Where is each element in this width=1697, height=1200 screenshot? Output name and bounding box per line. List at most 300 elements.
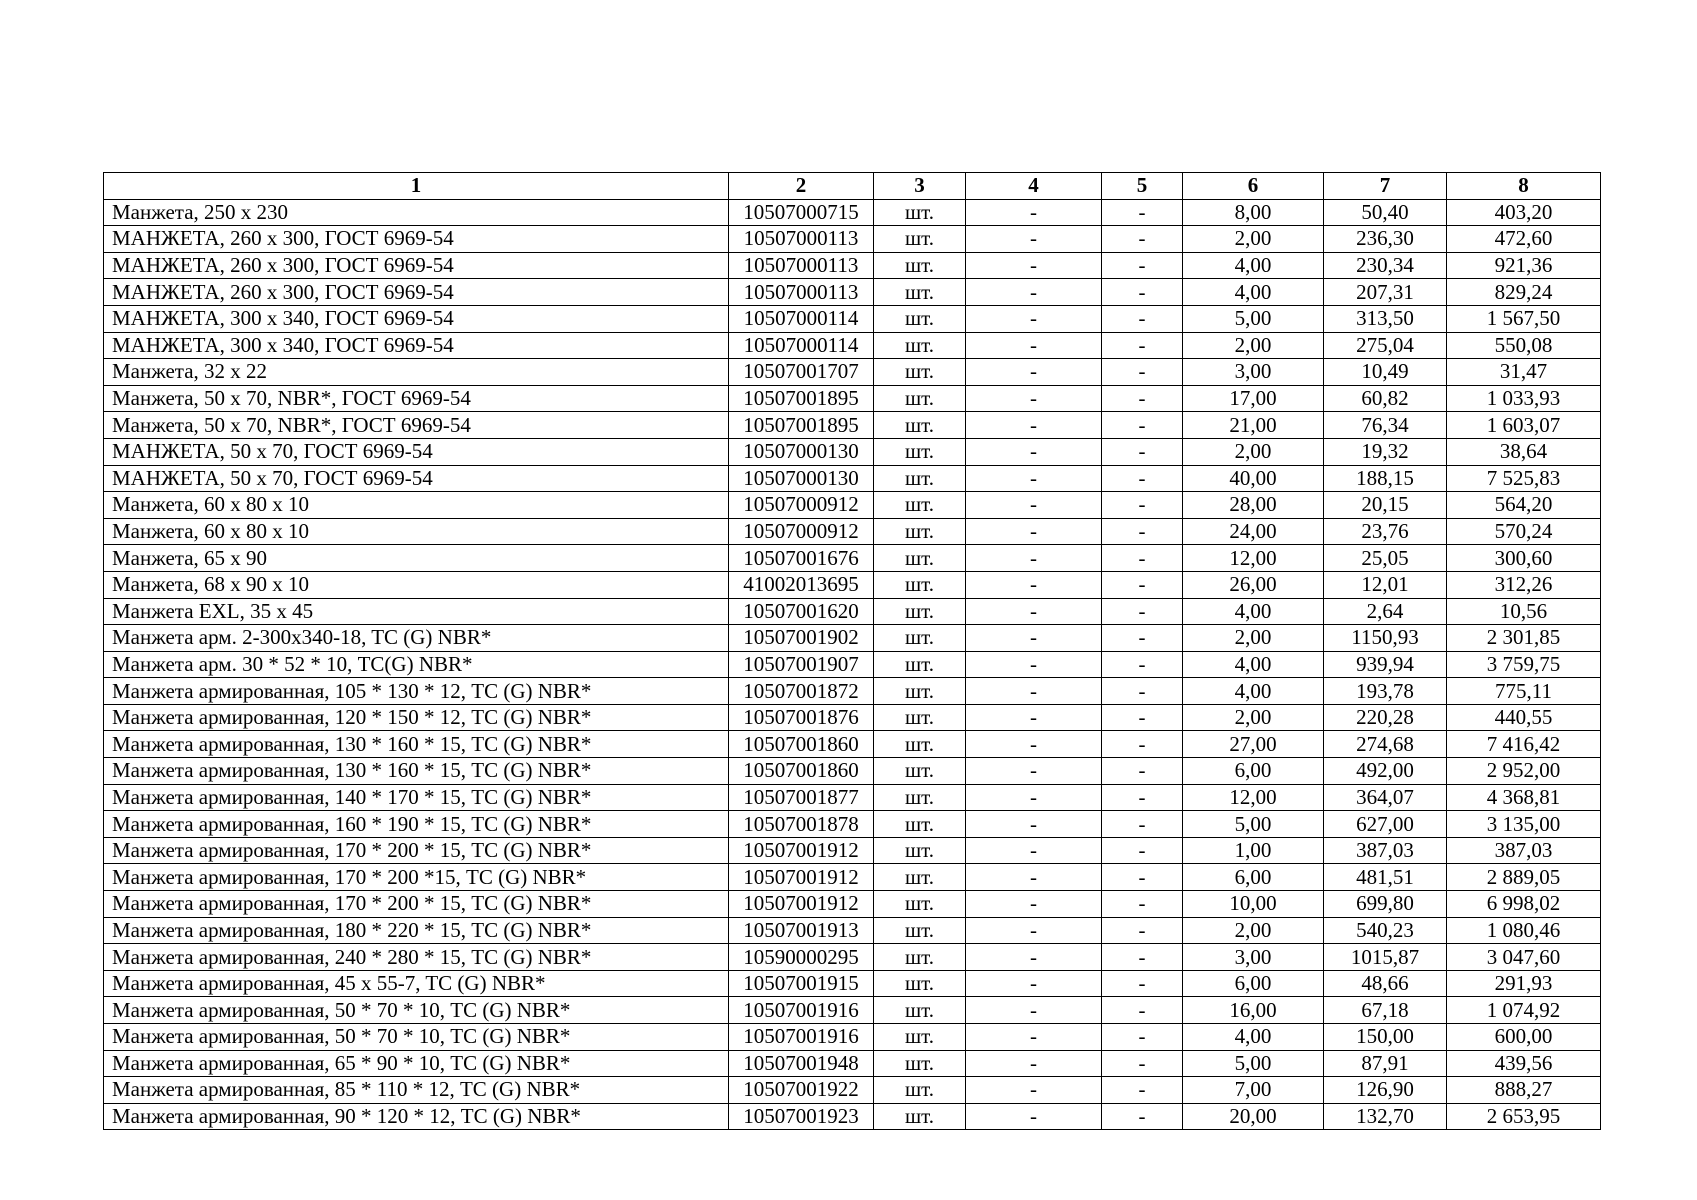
cell-name: Манжета армированная, 130 * 160 * 15, TC (G) NBR*	[104, 731, 729, 758]
cell-unit: шт.	[874, 625, 966, 652]
cell-col5: -	[1102, 811, 1183, 838]
cell-code: 10507001895	[729, 412, 874, 439]
cell-unit: шт.	[874, 651, 966, 678]
cell-unit: шт.	[874, 545, 966, 572]
cell-name: Манжета, 32 x 22	[104, 359, 729, 386]
cell-name: Манжета EXL, 35 x 45	[104, 598, 729, 625]
cell-quantity: 3,00	[1183, 944, 1324, 971]
cell-col5: -	[1102, 492, 1183, 519]
cell-col4: -	[966, 598, 1102, 625]
cell-price: 76,34	[1324, 412, 1447, 439]
cell-sum: 300,60	[1447, 545, 1601, 572]
cell-price: 87,91	[1324, 1050, 1447, 1077]
cell-quantity: 17,00	[1183, 385, 1324, 412]
cell-code: 10507001902	[729, 625, 874, 652]
cell-col5: -	[1102, 1050, 1183, 1077]
cell-name: Манжета армированная, 105 * 130 * 12, TC (G) NBR*	[104, 678, 729, 705]
cell-price: 207,31	[1324, 279, 1447, 306]
cell-quantity: 10,00	[1183, 891, 1324, 918]
cell-code: 10507001707	[729, 359, 874, 386]
cell-name: Манжета арм. 2-300x340-18, TC (G) NBR*	[104, 625, 729, 652]
table-row	[104, 385, 1601, 412]
table-row	[104, 758, 1601, 785]
table-row	[104, 199, 1601, 226]
header-col-8: 8	[1447, 173, 1601, 200]
header-col-4: 4	[966, 173, 1102, 200]
cell-col4: -	[966, 651, 1102, 678]
cell-col4: -	[966, 811, 1102, 838]
cell-col5: -	[1102, 412, 1183, 439]
table-row	[104, 465, 1601, 492]
table-row	[104, 970, 1601, 997]
cell-name: Манжета армированная, 90 * 120 * 12, TC (G) NBR*	[104, 1103, 729, 1130]
cell-price: 1150,93	[1324, 625, 1447, 652]
table-row	[104, 305, 1601, 332]
cell-quantity: 4,00	[1183, 1024, 1324, 1051]
cell-col4: -	[966, 1077, 1102, 1104]
cell-col5: -	[1102, 226, 1183, 253]
cell-sum: 38,64	[1447, 438, 1601, 465]
table-row	[104, 784, 1601, 811]
cell-sum: 2 653,95	[1447, 1103, 1601, 1130]
cell-price: 364,07	[1324, 784, 1447, 811]
cell-sum: 387,03	[1447, 837, 1601, 864]
cell-col4: -	[966, 545, 1102, 572]
cell-code: 10507001620	[729, 598, 874, 625]
cell-sum: 7 416,42	[1447, 731, 1601, 758]
cell-col4: -	[966, 226, 1102, 253]
table-row	[104, 1077, 1601, 1104]
cell-price: 60,82	[1324, 385, 1447, 412]
cell-col5: -	[1102, 864, 1183, 891]
cell-name: Манжета армированная, 170 * 200 * 15, TC (G) NBR*	[104, 837, 729, 864]
cell-col5: -	[1102, 545, 1183, 572]
cell-quantity: 5,00	[1183, 811, 1324, 838]
cell-col4: -	[966, 704, 1102, 731]
cell-code: 10507000130	[729, 465, 874, 492]
cell-quantity: 2,00	[1183, 625, 1324, 652]
cell-name: Манжета армированная, 50 * 70 * 10, TC (G) NBR*	[104, 1024, 729, 1051]
table-row	[104, 1103, 1601, 1130]
cell-col4: -	[966, 199, 1102, 226]
cell-code: 10507001878	[729, 811, 874, 838]
table-row	[104, 891, 1601, 918]
cell-name: Манжета армированная, 180 * 220 * 15, TC (G) NBR*	[104, 917, 729, 944]
cell-name: Манжета армированная, 85 * 110 * 12, TC (G) NBR*	[104, 1077, 729, 1104]
cell-sum: 2 952,00	[1447, 758, 1601, 785]
cell-sum: 440,55	[1447, 704, 1601, 731]
cell-quantity: 4,00	[1183, 651, 1324, 678]
cell-name: Манжета, 65 x 90	[104, 545, 729, 572]
cell-unit: шт.	[874, 359, 966, 386]
table-row	[104, 279, 1601, 306]
cell-col4: -	[966, 1024, 1102, 1051]
cell-price: 220,28	[1324, 704, 1447, 731]
cell-sum: 3 047,60	[1447, 944, 1601, 971]
cell-quantity: 5,00	[1183, 305, 1324, 332]
cell-price: 19,32	[1324, 438, 1447, 465]
cell-sum: 888,27	[1447, 1077, 1601, 1104]
cell-code: 10507000715	[729, 199, 874, 226]
table-row	[104, 1050, 1601, 1077]
cell-name: Манжета, 50 x 70, NBR*, ГОСТ 6969-54	[104, 412, 729, 439]
cell-quantity: 2,00	[1183, 226, 1324, 253]
table-row	[104, 226, 1601, 253]
table-row	[104, 944, 1601, 971]
cell-unit: шт.	[874, 199, 966, 226]
cell-name: Манжета армированная, 170 * 200 * 15, TC (G) NBR*	[104, 891, 729, 918]
cell-sum: 3 759,75	[1447, 651, 1601, 678]
cell-sum: 570,24	[1447, 518, 1601, 545]
cell-sum: 403,20	[1447, 199, 1601, 226]
cell-col4: -	[966, 1103, 1102, 1130]
cell-quantity: 5,00	[1183, 1050, 1324, 1077]
header-col-3: 3	[874, 173, 966, 200]
table-row	[104, 571, 1601, 598]
cell-code: 10507001915	[729, 970, 874, 997]
cell-code: 10507001912	[729, 891, 874, 918]
cell-quantity: 1,00	[1183, 837, 1324, 864]
cell-col4: -	[966, 864, 1102, 891]
header-col-5: 5	[1102, 173, 1183, 200]
cell-price: 387,03	[1324, 837, 1447, 864]
cell-col4: -	[966, 359, 1102, 386]
cell-unit: шт.	[874, 864, 966, 891]
cell-sum: 1 603,07	[1447, 412, 1601, 439]
table-row	[104, 518, 1601, 545]
cell-col4: -	[966, 625, 1102, 652]
cell-price: 313,50	[1324, 305, 1447, 332]
cell-code: 10507001948	[729, 1050, 874, 1077]
cell-col5: -	[1102, 651, 1183, 678]
cell-quantity: 4,00	[1183, 279, 1324, 306]
cell-col4: -	[966, 944, 1102, 971]
cell-col4: -	[966, 917, 1102, 944]
cell-name: Манжета армированная, 160 * 190 * 15, TC (G) NBR*	[104, 811, 729, 838]
cell-price: 627,00	[1324, 811, 1447, 838]
cell-code: 10507001676	[729, 545, 874, 572]
cell-col4: -	[966, 571, 1102, 598]
cell-col5: -	[1102, 305, 1183, 332]
cell-col5: -	[1102, 731, 1183, 758]
table-row	[104, 359, 1601, 386]
cell-name: Манжета армированная, 130 * 160 * 15, TC (G) NBR*	[104, 758, 729, 785]
cell-quantity: 21,00	[1183, 412, 1324, 439]
cell-sum: 600,00	[1447, 1024, 1601, 1051]
cell-quantity: 7,00	[1183, 1077, 1324, 1104]
cell-quantity: 6,00	[1183, 758, 1324, 785]
cell-price: 230,34	[1324, 252, 1447, 279]
cell-code: 41002013695	[729, 571, 874, 598]
cell-quantity: 8,00	[1183, 199, 1324, 226]
cell-col5: -	[1102, 758, 1183, 785]
table-row	[104, 545, 1601, 572]
cell-unit: шт.	[874, 811, 966, 838]
cell-quantity: 26,00	[1183, 571, 1324, 598]
cell-name: Манжета армированная, 170 * 200 *15, TC (G) NBR*	[104, 864, 729, 891]
cell-price: 492,00	[1324, 758, 1447, 785]
cell-sum: 4 368,81	[1447, 784, 1601, 811]
header-col-7: 7	[1324, 173, 1447, 200]
cell-price: 939,94	[1324, 651, 1447, 678]
cell-sum: 2 301,85	[1447, 625, 1601, 652]
cell-col5: -	[1102, 970, 1183, 997]
cell-sum: 7 525,83	[1447, 465, 1601, 492]
cell-unit: шт.	[874, 305, 966, 332]
cell-quantity: 40,00	[1183, 465, 1324, 492]
cell-quantity: 6,00	[1183, 970, 1324, 997]
cell-unit: шт.	[874, 226, 966, 253]
cell-quantity: 6,00	[1183, 864, 1324, 891]
cell-sum: 775,11	[1447, 678, 1601, 705]
cell-name: МАНЖЕТА, 300 x 340, ГОСТ 6969-54	[104, 305, 729, 332]
cell-price: 193,78	[1324, 678, 1447, 705]
cell-price: 10,49	[1324, 359, 1447, 386]
cell-quantity: 4,00	[1183, 678, 1324, 705]
cell-unit: шт.	[874, 997, 966, 1024]
cell-quantity: 4,00	[1183, 252, 1324, 279]
table-row	[104, 997, 1601, 1024]
cell-col4: -	[966, 837, 1102, 864]
table-row	[104, 651, 1601, 678]
cell-col4: -	[966, 252, 1102, 279]
cell-code: 10507001912	[729, 837, 874, 864]
cell-quantity: 4,00	[1183, 598, 1324, 625]
cell-sum: 439,56	[1447, 1050, 1601, 1077]
cell-price: 150,00	[1324, 1024, 1447, 1051]
cell-code: 10507000114	[729, 305, 874, 332]
cell-unit: шт.	[874, 279, 966, 306]
cell-code: 10507001916	[729, 997, 874, 1024]
cell-name: Манжета армированная, 140 * 170 * 15, TC (G) NBR*	[104, 784, 729, 811]
cell-quantity: 24,00	[1183, 518, 1324, 545]
cell-code: 10507000113	[729, 252, 874, 279]
cell-col5: -	[1102, 385, 1183, 412]
header-row	[104, 173, 1601, 200]
cell-name: МАНЖЕТА, 300 x 340, ГОСТ 6969-54	[104, 332, 729, 359]
cell-sum: 1 074,92	[1447, 997, 1601, 1024]
cell-code: 10507001913	[729, 917, 874, 944]
cell-sum: 472,60	[1447, 226, 1601, 253]
cell-unit: шт.	[874, 385, 966, 412]
cell-unit: шт.	[874, 970, 966, 997]
cell-unit: шт.	[874, 891, 966, 918]
cell-col4: -	[966, 784, 1102, 811]
cell-price: 12,01	[1324, 571, 1447, 598]
header-col-1: 1	[104, 173, 729, 200]
cell-price: 50,40	[1324, 199, 1447, 226]
cell-name: Манжета, 60 x 80 x 10	[104, 492, 729, 519]
table-row	[104, 837, 1601, 864]
cell-price: 2,64	[1324, 598, 1447, 625]
items-table	[103, 172, 1601, 1130]
cell-sum: 31,47	[1447, 359, 1601, 386]
cell-col5: -	[1102, 438, 1183, 465]
cell-name: Манжета армированная, 50 * 70 * 10, TC (G) NBR*	[104, 997, 729, 1024]
cell-name: Манжета, 250 x 230	[104, 199, 729, 226]
cell-code: 10507001923	[729, 1103, 874, 1130]
cell-sum: 829,24	[1447, 279, 1601, 306]
table-row	[104, 252, 1601, 279]
cell-code: 10507000912	[729, 518, 874, 545]
cell-col5: -	[1102, 704, 1183, 731]
cell-col4: -	[966, 518, 1102, 545]
cell-col4: -	[966, 678, 1102, 705]
cell-name: МАНЖЕТА, 260 x 300, ГОСТ 6969-54	[104, 226, 729, 253]
cell-price: 48,66	[1324, 970, 1447, 997]
cell-col5: -	[1102, 279, 1183, 306]
cell-col5: -	[1102, 1103, 1183, 1130]
cell-price: 540,23	[1324, 917, 1447, 944]
cell-code: 10507001877	[729, 784, 874, 811]
table-row	[104, 811, 1601, 838]
cell-code: 10507000114	[729, 332, 874, 359]
cell-col4: -	[966, 305, 1102, 332]
cell-unit: шт.	[874, 598, 966, 625]
cell-name: Манжета, 50 x 70, NBR*, ГОСТ 6969-54	[104, 385, 729, 412]
cell-quantity: 2,00	[1183, 332, 1324, 359]
cell-quantity: 3,00	[1183, 359, 1324, 386]
cell-col5: -	[1102, 784, 1183, 811]
cell-col5: -	[1102, 1024, 1183, 1051]
cell-col5: -	[1102, 997, 1183, 1024]
cell-name: МАНЖЕТА, 50 x 70, ГОСТ 6969-54	[104, 465, 729, 492]
cell-unit: шт.	[874, 252, 966, 279]
cell-price: 275,04	[1324, 332, 1447, 359]
table-row	[104, 492, 1601, 519]
cell-col4: -	[966, 465, 1102, 492]
table-row	[104, 625, 1601, 652]
cell-unit: шт.	[874, 332, 966, 359]
cell-unit: шт.	[874, 518, 966, 545]
cell-col4: -	[966, 332, 1102, 359]
table-row	[104, 704, 1601, 731]
table-body	[104, 199, 1601, 1130]
cell-price: 20,15	[1324, 492, 1447, 519]
cell-col4: -	[966, 731, 1102, 758]
cell-col5: -	[1102, 625, 1183, 652]
cell-price: 236,30	[1324, 226, 1447, 253]
table-row	[104, 1024, 1601, 1051]
cell-name: Манжета армированная, 240 * 280 * 15, TC (G) NBR*	[104, 944, 729, 971]
cell-name: Манжета, 60 x 80 x 10	[104, 518, 729, 545]
cell-col5: -	[1102, 598, 1183, 625]
cell-code: 10507001907	[729, 651, 874, 678]
cell-sum: 10,56	[1447, 598, 1601, 625]
cell-name: Манжета арм. 30 * 52 * 10, TC(G) NBR*	[104, 651, 729, 678]
cell-unit: шт.	[874, 571, 966, 598]
cell-quantity: 20,00	[1183, 1103, 1324, 1130]
cell-quantity: 12,00	[1183, 545, 1324, 572]
cell-unit: шт.	[874, 944, 966, 971]
cell-quantity: 2,00	[1183, 917, 1324, 944]
cell-col5: -	[1102, 332, 1183, 359]
cell-col5: -	[1102, 917, 1183, 944]
cell-sum: 291,93	[1447, 970, 1601, 997]
cell-code: 10507000113	[729, 226, 874, 253]
cell-col5: -	[1102, 359, 1183, 386]
cell-quantity: 2,00	[1183, 438, 1324, 465]
cell-price: 23,76	[1324, 518, 1447, 545]
cell-code: 10507001860	[729, 731, 874, 758]
cell-code: 10590000295	[729, 944, 874, 971]
cell-col4: -	[966, 997, 1102, 1024]
cell-sum: 1 567,50	[1447, 305, 1601, 332]
cell-col4: -	[966, 412, 1102, 439]
cell-name: МАНЖЕТА, 260 x 300, ГОСТ 6969-54	[104, 279, 729, 306]
cell-unit: шт.	[874, 837, 966, 864]
cell-code: 10507000113	[729, 279, 874, 306]
cell-unit: шт.	[874, 1077, 966, 1104]
cell-col5: -	[1102, 571, 1183, 598]
cell-unit: шт.	[874, 731, 966, 758]
cell-name: МАНЖЕТА, 260 x 300, ГОСТ 6969-54	[104, 252, 729, 279]
cell-col5: -	[1102, 518, 1183, 545]
cell-name: Манжета армированная, 120 * 150 * 12, TC (G) NBR*	[104, 704, 729, 731]
cell-col5: -	[1102, 678, 1183, 705]
cell-price: 132,70	[1324, 1103, 1447, 1130]
cell-unit: шт.	[874, 1103, 966, 1130]
cell-col4: -	[966, 891, 1102, 918]
cell-price: 126,90	[1324, 1077, 1447, 1104]
table-row	[104, 438, 1601, 465]
cell-code: 10507001895	[729, 385, 874, 412]
cell-quantity: 12,00	[1183, 784, 1324, 811]
cell-sum: 1 080,46	[1447, 917, 1601, 944]
cell-col5: -	[1102, 465, 1183, 492]
cell-code: 10507001876	[729, 704, 874, 731]
cell-col4: -	[966, 970, 1102, 997]
cell-quantity: 28,00	[1183, 492, 1324, 519]
cell-code: 10507001916	[729, 1024, 874, 1051]
cell-sum: 564,20	[1447, 492, 1601, 519]
cell-col5: -	[1102, 1077, 1183, 1104]
cell-name: Манжета армированная, 65 * 90 * 10, TC (G) NBR*	[104, 1050, 729, 1077]
cell-col5: -	[1102, 252, 1183, 279]
cell-unit: шт.	[874, 917, 966, 944]
header-col-6: 6	[1183, 173, 1324, 200]
cell-sum: 3 135,00	[1447, 811, 1601, 838]
cell-sum: 550,08	[1447, 332, 1601, 359]
cell-col5: -	[1102, 837, 1183, 864]
cell-col5: -	[1102, 199, 1183, 226]
cell-sum: 1 033,93	[1447, 385, 1601, 412]
cell-quantity: 27,00	[1183, 731, 1324, 758]
cell-unit: шт.	[874, 492, 966, 519]
cell-price: 67,18	[1324, 997, 1447, 1024]
cell-name: Манжета армированная, 45 x 55-7, TC (G) NBR*	[104, 970, 729, 997]
cell-sum: 6 998,02	[1447, 891, 1601, 918]
cell-name: МАНЖЕТА, 50 x 70, ГОСТ 6969-54	[104, 438, 729, 465]
cell-unit: шт.	[874, 465, 966, 492]
table-row	[104, 731, 1601, 758]
cell-code: 10507001872	[729, 678, 874, 705]
cell-unit: шт.	[874, 758, 966, 785]
table-row	[104, 678, 1601, 705]
cell-unit: шт.	[874, 1050, 966, 1077]
cell-price: 481,51	[1324, 864, 1447, 891]
cell-unit: шт.	[874, 678, 966, 705]
cell-quantity: 2,00	[1183, 704, 1324, 731]
cell-col5: -	[1102, 944, 1183, 971]
table-row	[104, 598, 1601, 625]
cell-unit: шт.	[874, 1024, 966, 1051]
cell-quantity: 16,00	[1183, 997, 1324, 1024]
cell-col4: -	[966, 385, 1102, 412]
cell-price: 699,80	[1324, 891, 1447, 918]
cell-col4: -	[966, 438, 1102, 465]
cell-col4: -	[966, 1050, 1102, 1077]
